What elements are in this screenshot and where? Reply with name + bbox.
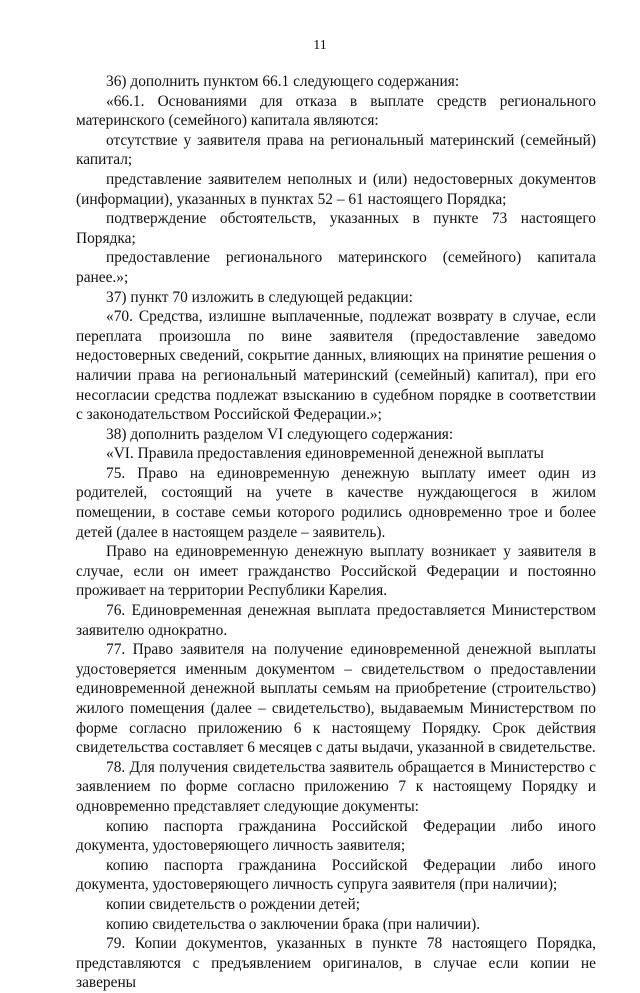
paragraph: «66.1. Основаниями для отказа в выплате средств регионального материнского (семейного) капитала являются: [76,92,596,130]
paragraph: предоставление регионального материнского (семейного) капитала ранее.»; [76,249,596,286]
document-body [76,72,596,993]
paragraph: 79. Копии документов, указанных в пункте 78 настоящего Порядка, представляются с предъявлением оригиналов, в случае если копии не заверены [76,935,596,992]
paragraph: Право на единовременную денежную выплату возникает у заявителя в случае, если он имеет гражданство Российской Федерации и постоянно проживает на территории Республики Карелия. [76,543,596,600]
paragraph: 75. Право на единовременную денежную выплату имеет один из родителей, состоящий на учете в качестве нуждающегося в жилом помещении, в составе семьи которого родились одновременно трое и более детей (далее в настоящем разделе – заявитель). [76,464,596,541]
list-item: копию паспорта гражданина Российской Федерации либо иного документа, удостоверяющего личность заявителя; [76,817,596,855]
list-item: копию свидетельства о заключении брака (при наличии). [106,915,481,933]
paragraph: 37) пункт 70 изложить в следующей редакции: [106,288,413,306]
paragraph: 76. Единовременная денежная выплата предоставляется Министерством заявителю однократно. [76,602,596,639]
paragraph: представление заявителем неполных и (или) недостоверных документов (информации), указанных в пунктах 52 – 61 настоящего Порядка; [76,170,596,208]
list-item: копии свидетельств о рождении детей; [106,895,361,913]
paragraph: 77. Право заявителя на получение единовременной денежной выплаты удостоверяется именным документом – свидетельством о предоставлении единовременной денежной выплаты семьям на приобретение (строительство) жилого помещения (далее – свидетельство), выдаваемым Министерством по форме согласно приложению 6 к настоящему Порядку. Срок действия свидетельства составляет 6 месяцев с даты выдачи, указанной в свидетельстве. [76,641,596,757]
section-heading: «VI. Правила предоставления единовременной денежной выплаты [106,445,544,463]
paragraph: подтверждение обстоятельств, указанных в пункте 73 настоящего Порядка; [76,210,596,247]
list-item: копию паспорта гражданина Российской Федерации либо иного документа, удостоверяющего личность супруга заявителя (при наличии); [76,856,596,894]
paragraph: 78. Для получения свидетельства заявитель обращается в Министерство с заявлением по форме согласно приложению 7 к настоящему Порядку и одновременно представляет следующие документы: [76,758,596,815]
paragraph: 36) дополнить пунктом 66.1 следующего содержания: [106,73,460,90]
paragraph: отсутствие у заявителя права на региональный материнский (семейный) капитал; [76,131,596,169]
paragraph: «70. Средства, излишне выплаченные, подлежат возврату в случае, если переплата произошла по вине заявителя (предоставление заведомо недостоверных сведений, сокрытие данных, влияющих на принятие решения о наличии права на региональный материнский (семейный) капитал), при его несогласии средства подлежат взысканию в судебном порядке в соответствии с законодательством Российской Федерации.»; [76,308,596,424]
paragraph: 38) дополнить разделом VI следующего содержания: [106,425,454,443]
page-number: 11 [313,38,327,53]
